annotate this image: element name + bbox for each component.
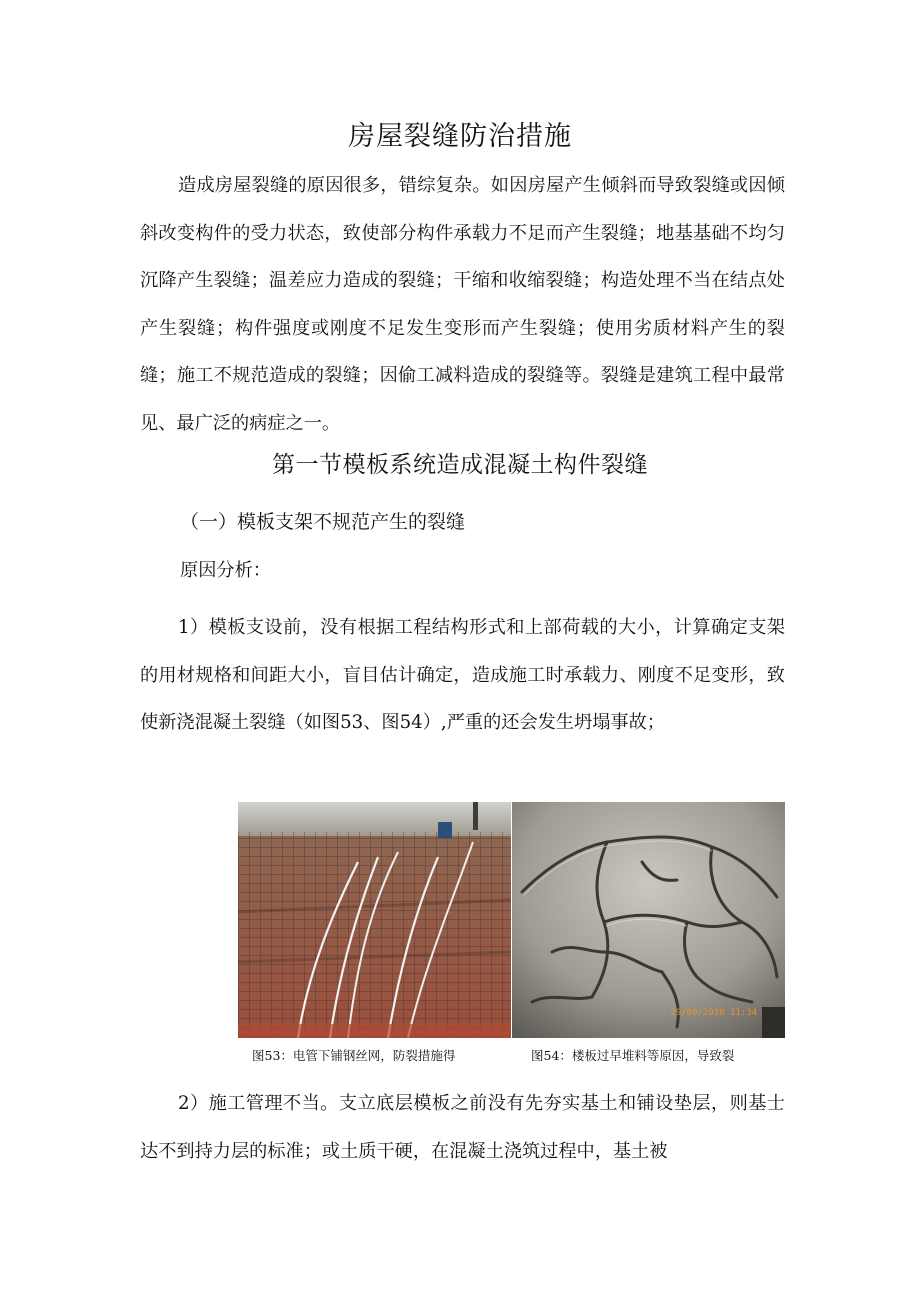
point-2-paragraph: 2）施工管理不当。支立底层模板之前没有先夯实基土和铺设垫层，则基士达不到持力层的标准；或土质干硬，在混凝土浇筑过程中，基土被 bbox=[140, 1093, 785, 1162]
cause-analysis-label: 原因分析： bbox=[180, 560, 271, 581]
figure-group bbox=[238, 802, 785, 1038]
section-heading: 第一节模板系统造成混凝土构件裂缝 bbox=[272, 452, 648, 478]
figure-53-caption: 图53：电管下铺钢丝网，防裂措施得 bbox=[252, 1048, 456, 1063]
subsection-heading: （一）模板支架不规范产生的裂缝 bbox=[180, 511, 466, 533]
photo-date-stamp: 29/09/2010 11:34 bbox=[670, 1008, 757, 1018]
point-1-paragraph: 1）模板支设前，没有根据工程结构形式和上部荷载的大小，计算确定支架的用材规格和间距大小，盲目估计确定，造成施工时承载力、刚度不足变形，致使新浇混凝土裂缝（如图53、图54）,严重的还会发生坍塌事故； bbox=[140, 617, 785, 734]
intro-paragraph: 造成房屋裂缝的原因很多，错综复杂。如因房屋产生倾斜而导致裂缝或因倾斜改变构件的受力状态，致使部分构件承载力不足而产生裂缝；地基基础不均匀沉降产生裂缝；温差应力造成的裂缝；干缩和收缩裂缝；构造处理不当在结点处产生裂缝；构件强度或刚度不足发生变形而产生裂缝；使用劣质材料产生的裂缝；施工不规范造成的裂缝；因偷工减料造成的裂缝等。裂缝是建筑工程中最常见、最广泛的病症之一。 bbox=[140, 175, 785, 434]
figure-54-image bbox=[512, 802, 785, 1038]
figure-53-image bbox=[238, 802, 511, 1038]
document-title: 房屋裂缝防治措施 bbox=[348, 121, 572, 152]
figure-54-caption: 图54：楼板过早堆料等原因，导致裂 bbox=[531, 1048, 735, 1063]
